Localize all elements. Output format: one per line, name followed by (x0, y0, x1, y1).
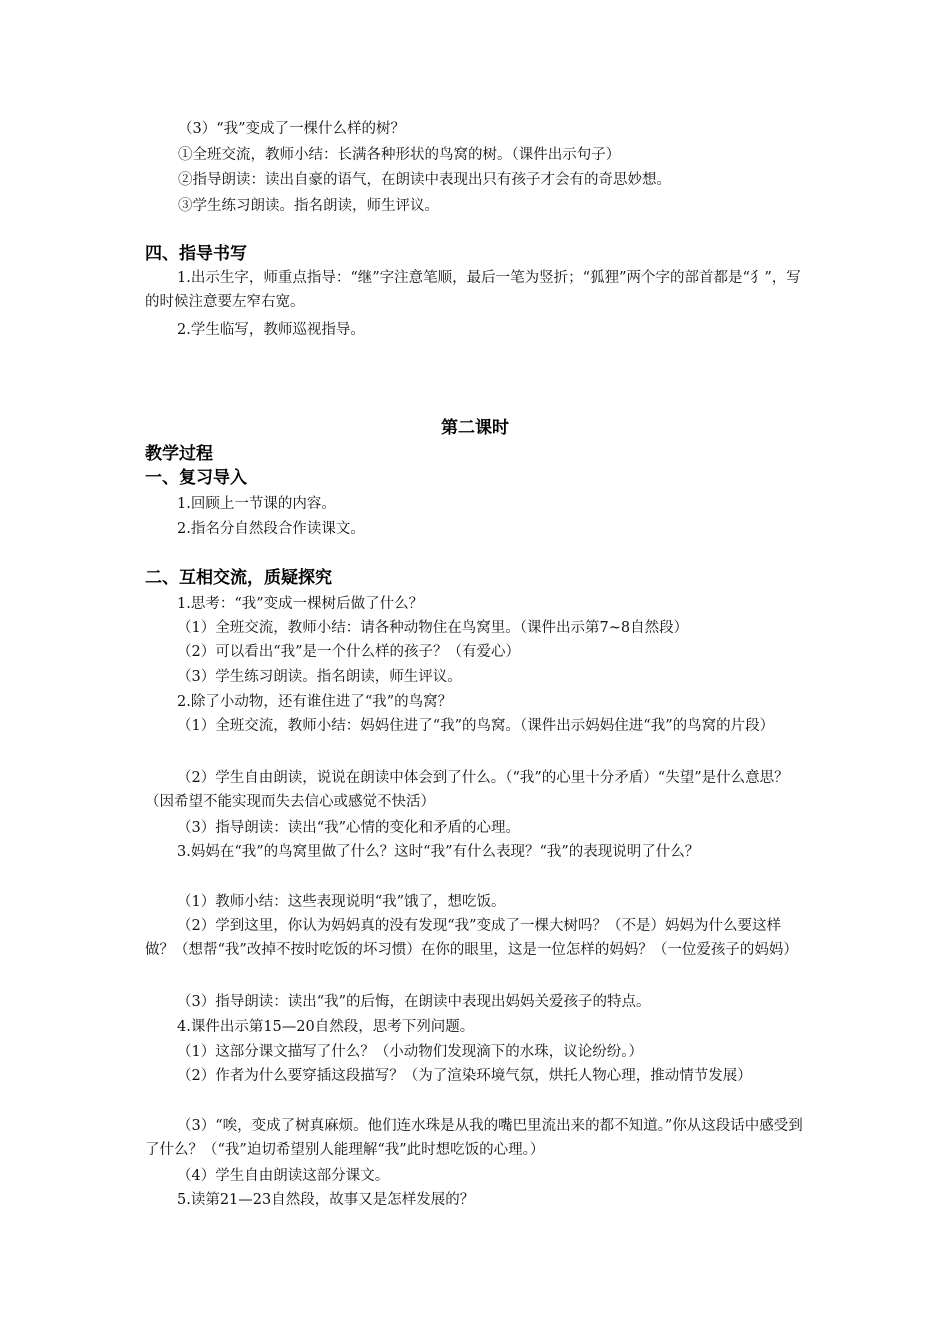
item-1: ①全班交流，教师小结：长满各种形状的鸟窝的树。（课件出示句子） (178, 147, 621, 163)
question-4-sub-1: （1）这部分课文描写了什么？（小动物们发现滴下的水珠，议论纷纷。） (177, 1044, 643, 1060)
question-3-sub-3: （3）指导朗读：读出“我”的后悔，在朗读中表现出妈妈关爱孩子的特点。 (177, 994, 651, 1010)
question-5: 5.读第21—23自然段，故事又是怎样发展的？ (177, 1192, 475, 1208)
item-3: ③学生练习朗读。指名朗读，师生评议。 (178, 198, 439, 214)
question-4: 4.课件出示第15—20自然段，思考下列问题。 (177, 1019, 475, 1035)
question-1-sub-2: （2）可以看出“我”是一个什么样的孩子？（有爱心） (177, 644, 521, 660)
part-two-heading: 二、互相交流，质疑探究 (145, 568, 332, 588)
question-3-sub-1: （1）教师小结：这些表现说明“我”饿了，想吃饭。 (177, 894, 506, 910)
question-4-sub-3: （3）“唉，变成了树真麻烦。他们连水珠是从我的嘴巴里流出来的都不知道。”你从这段话中感受到了什么？（“我”迫切希望别人能理解“我”此时想吃饭的心理。） (145, 1118, 803, 1158)
writing-guidance-paragraph: 1.出示生字，师重点指导：“继”字注意笔顺，最后一笔为竖折；“狐狸”两个字的部首都是“犭”，写的时候注意要左窄右宽。 (145, 270, 801, 310)
review-item-2: 2.指名分自然段合作读课文。 (177, 521, 365, 537)
question-2-sub-3: （3）指导朗读：读出“我”心情的变化和矛盾的心理。 (177, 820, 521, 836)
question-2: 2.除了小动物，还有谁住进了“我”的鸟窝？ (177, 694, 453, 710)
item-2: ②指导朗读：读出自豪的语气，在朗读中表现出只有孩子才会有的奇思妙想。 (178, 172, 671, 188)
question-4-sub-4: （4）学生自由朗读这部分课文。 (177, 1168, 390, 1184)
question-2-sub-1: （1）全班交流，教师小结：妈妈住进了“我”的鸟窝。（课件出示妈妈住进“我”的鸟窝的片段） (177, 718, 775, 734)
question-1-sub-1: （1）全班交流，教师小结：请各种动物住在鸟窝里。（课件出示第7~8自然段） (177, 620, 689, 636)
question-1: 1.思考：“我”变成一棵树后做了什么？ (177, 596, 424, 612)
review-item-1: 1.回顾上一节课的内容。 (177, 496, 336, 512)
part-one-heading: 一、复习导入 (145, 468, 247, 488)
question-4-sub-2: （2）作者为什么要穿插这段描写？（为了渲染环境气氛，烘托人物心理，推动情节发展） (177, 1068, 752, 1084)
question-3: 3.妈妈在“我”的鸟窝里做了什么？这时“我”有什么表现？“我”的表现说明了什么？ (177, 844, 700, 860)
writing-practice-paragraph: 2.学生临写，教师巡视指导。 (177, 322, 365, 338)
lesson-two-title: 第二课时 (441, 418, 509, 438)
question-3-sub-2: （2）学到这里，你认为妈妈真的没有发现“我”变成了一棵大树吗？（不是）妈妈为什么要这样做？（想帮“我”改掉不按时吃饭的坏习惯）在你的眼里，这是一位怎样的妈妈？（一位爱孩子的妈妈） (145, 918, 798, 958)
question-2-sub-2: （2）学生自由朗读，说说在朗读中体会到了什么。（“我”的心里十分矛盾）“失望”是什么意思？（因希望不能实现而失去信心或感觉不快活） (145, 770, 789, 810)
question-3-tree: （3）“我”变成了一棵什么样的树？ (178, 121, 406, 137)
section-four-heading: 四、指导书写 (145, 244, 247, 264)
teaching-process-heading: 教学过程 (145, 444, 213, 464)
question-1-sub-3: （3）学生练习朗读。指名朗读，师生评议。 (177, 669, 462, 685)
